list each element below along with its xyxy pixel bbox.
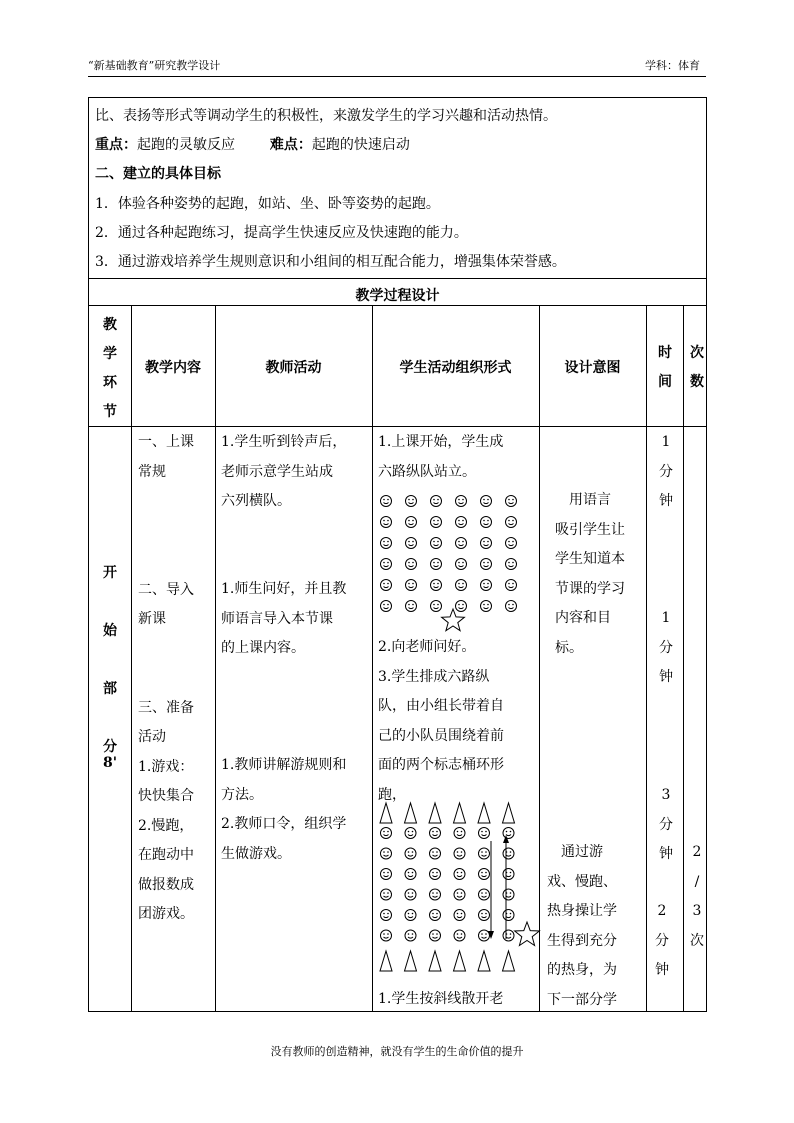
student-smiley-icon <box>405 930 416 941</box>
student-smiley-icon <box>506 538 517 549</box>
marker-cone-icon <box>429 951 441 971</box>
content-line: 团游戏。 <box>138 906 194 922</box>
teacher-line: 师语言导入本节课 <box>221 610 333 627</box>
marker-cone-icon <box>503 951 515 971</box>
student-activity-2 <box>378 633 538 810</box>
marker-cone-icon <box>503 803 515 823</box>
stage-label-char: 始 <box>103 623 117 639</box>
content-line: 三、准备 <box>138 699 194 716</box>
student-smiley-icon <box>503 910 514 921</box>
time-line: 3 <box>661 787 671 803</box>
student-smiley-icon <box>406 538 417 549</box>
marker-cone-icon <box>454 803 466 823</box>
student-smiley-icon <box>381 601 392 612</box>
intent-line: 用语言 <box>555 492 611 508</box>
student-smiley-icon <box>405 848 416 859</box>
rule-3 <box>89 426 706 427</box>
count-line: 次 <box>690 932 704 949</box>
intent-line: 通过游 <box>547 844 603 860</box>
student-smiley-icon <box>406 601 417 612</box>
time-line: 分 <box>655 932 669 949</box>
student-smiley-icon <box>381 828 392 839</box>
student-smiley-icon <box>431 517 442 528</box>
teacher-line: 生做游戏。 <box>221 845 291 862</box>
lesson-table <box>88 97 707 1012</box>
stage-label <box>97 544 123 776</box>
formation-diagram-2 <box>378 801 543 981</box>
teacher-line: 的上课内容。 <box>221 640 305 656</box>
content-line: 新课 <box>138 611 166 627</box>
teacher-activity-3 <box>221 751 371 869</box>
key-text: 起跑的灵敏反应 <box>137 137 235 153</box>
student-smiley-icon <box>381 910 392 921</box>
marker-cone-icon <box>478 951 490 971</box>
process-title: 教学过程设计 <box>355 288 440 304</box>
student-smiley-icon <box>381 559 392 570</box>
content-line: 二、导入 <box>138 581 194 598</box>
student-smiley-icon <box>431 580 442 591</box>
teacher-line: 1.师生问好，并且教 <box>221 581 347 597</box>
stage-header-char: 学 <box>103 346 117 362</box>
difficulty-label: 难点： <box>269 137 312 153</box>
marker-cone-icon <box>478 803 490 823</box>
teacher-line: 2.教师口令，组织学 <box>221 816 347 832</box>
student-smiley-icon <box>503 930 514 941</box>
student-smiley-icon <box>431 496 442 507</box>
col-student-header: 学生活动组织形式 <box>399 360 512 376</box>
col-rule-3 <box>372 305 373 1012</box>
col-teacher-header: 教师活动 <box>265 360 322 376</box>
student-smiley-icon <box>454 828 465 839</box>
goal-2: 2．通过各种起跑练习，提高学生快速反应及快速跑的能力。 <box>95 225 468 241</box>
student-smiley-icon <box>454 910 465 921</box>
student-smiley-icon <box>431 559 442 570</box>
goal-1: 1．体验各种姿势的起跑，如站、坐、卧等姿势的起跑。 <box>95 196 440 212</box>
student-line: 面的两个标志桶环形 <box>378 757 504 773</box>
time-header-char: 间 <box>658 374 672 390</box>
student-smiley-icon <box>506 601 517 612</box>
student-smiley-icon <box>456 580 467 591</box>
student-smiley-icon <box>406 496 417 507</box>
student-smiley-icon <box>479 910 490 921</box>
student-smiley-icon <box>406 517 417 528</box>
student-smiley-icon <box>456 559 467 570</box>
student-smiley-icon <box>456 496 467 507</box>
student-smiley-icon <box>454 889 465 900</box>
student-smiley-icon <box>456 601 467 612</box>
time-line: 2 <box>657 903 667 919</box>
difficulty-text: 起跑的快速启动 <box>311 137 410 153</box>
count-column <box>687 838 707 956</box>
col-time-header <box>651 339 679 397</box>
page-footer: 没有教师的创造精神，就没有学生的生命价值的提升 <box>270 1045 524 1058</box>
student-smiley-icon <box>481 538 492 549</box>
student-smiley-icon <box>503 848 514 859</box>
intent-line: 节课的学习 <box>555 580 625 597</box>
marker-cone-icon <box>380 951 392 971</box>
time-1 <box>649 428 683 517</box>
student-smiley-icon <box>506 580 517 591</box>
content-line: 1.游戏： <box>138 758 194 775</box>
stage-header-char: 环 <box>103 375 117 391</box>
stage-label-char: 部 <box>103 681 117 697</box>
student-smiley-icon <box>381 538 392 549</box>
intent-line: 的热身，为 <box>547 962 617 978</box>
student-smiley-icon <box>481 559 492 570</box>
content-line: 2.慢跑， <box>138 817 194 834</box>
time-3 <box>649 781 683 870</box>
content-line <box>138 664 214 694</box>
student-smiley-icon <box>454 869 465 880</box>
student-smiley-icon <box>381 869 392 880</box>
student-smiley-icon <box>430 889 441 900</box>
time-2 <box>649 604 683 693</box>
content-line: 常规 <box>138 463 166 480</box>
col-count-header <box>686 339 707 397</box>
student-smiley-icon <box>431 601 442 612</box>
student-smiley-icon <box>479 889 490 900</box>
teacher-line: 1.学生听到铃声后， <box>221 434 347 450</box>
time-line: 分 <box>659 463 673 480</box>
content-line: 一、上课 <box>138 434 194 450</box>
student-smiley-icon <box>430 869 441 880</box>
content-column <box>138 428 214 930</box>
marker-cone-icon <box>429 803 441 823</box>
student-smiley-icon <box>456 517 467 528</box>
intent-line: 学生知道本 <box>555 551 625 567</box>
content-line <box>138 487 214 517</box>
goal-3: 3．通过游戏培养学生规则意识和小组间的相互配合能力，增强集体荣誉感。 <box>95 254 566 270</box>
content-line <box>138 546 214 576</box>
stage-label-char: 开 <box>103 565 117 581</box>
student-smiley-icon <box>381 848 392 859</box>
header-rule <box>88 76 706 77</box>
intent-line: 热身操让学 <box>547 903 617 919</box>
student-smiley-icon <box>506 496 517 507</box>
col-content-header: 教学内容 <box>145 360 201 376</box>
stage-header-char: 教 <box>103 317 117 333</box>
time-line: 1 <box>661 610 671 626</box>
objectives-section <box>89 98 706 278</box>
rule-1 <box>89 278 706 279</box>
teacher-line: 1.教师讲解游规则和 <box>221 757 347 773</box>
student-line: 六路纵队站立。 <box>378 463 476 480</box>
student-line: 1.上课开始，学生成 <box>378 434 504 450</box>
count-line: 3 <box>692 903 702 919</box>
time-line: 分 <box>659 816 673 833</box>
content-line: 在跑动中 <box>138 847 194 863</box>
formation-diagram-1 <box>378 493 518 643</box>
student-smiley-icon <box>506 517 517 528</box>
col-rule-2 <box>215 305 216 1012</box>
header-left: “新基础教育”研究教学设计 <box>88 59 221 72</box>
student-smiley-icon <box>481 601 492 612</box>
stage-header-char: 节 <box>103 404 117 420</box>
teacher-line: 方法。 <box>221 786 263 803</box>
count-line: 2 <box>692 844 702 860</box>
student-smiley-icon <box>503 889 514 900</box>
student-smiley-icon <box>506 559 517 570</box>
student-smiley-icon <box>381 930 392 941</box>
header-right: 学科：体育 <box>645 59 700 72</box>
count-header-char: 次 <box>690 345 704 361</box>
teacher-activity-1 <box>221 428 371 517</box>
student-activity-3: 1.学生按斜线散开老 <box>378 991 504 1007</box>
teacher-star-icon <box>442 609 465 631</box>
content-line: 快快集合 <box>138 788 194 804</box>
time-line: 钟 <box>659 493 673 509</box>
key-label: 重点： <box>95 137 137 153</box>
key-difficulty-line <box>95 134 410 154</box>
design-intent-2 <box>547 838 645 1012</box>
design-intent-1 <box>555 486 645 663</box>
student-smiley-icon <box>479 848 490 859</box>
student-smiley-icon <box>406 559 417 570</box>
student-line: 队，由小组长带着自 <box>378 698 504 714</box>
student-activity-1 <box>378 428 538 487</box>
student-smiley-icon <box>381 517 392 528</box>
time-line: 钟 <box>655 962 669 978</box>
time-4 <box>645 897 679 986</box>
rule-2 <box>89 305 706 306</box>
student-smiley-icon <box>479 869 490 880</box>
student-smiley-icon <box>431 538 442 549</box>
student-line: 2.向老师问好。 <box>378 639 476 655</box>
student-line: 3.学生排成六路纵 <box>378 668 490 685</box>
student-smiley-icon <box>454 848 465 859</box>
time-line: 钟 <box>659 669 673 685</box>
intent-line: 标。 <box>555 639 583 656</box>
student-smiley-icon <box>405 828 416 839</box>
col-rule-1 <box>131 305 132 1012</box>
student-smiley-icon <box>406 580 417 591</box>
student-smiley-icon <box>503 869 514 880</box>
time-line: 钟 <box>659 846 673 862</box>
student-smiley-icon <box>481 496 492 507</box>
content-line: 活动 <box>138 729 166 745</box>
student-smiley-icon <box>481 517 492 528</box>
marker-cone-icon <box>380 803 392 823</box>
teacher-star-icon <box>515 922 540 946</box>
col-intent-header: 设计意图 <box>564 360 621 376</box>
count-header-char: 数 <box>690 374 704 390</box>
teacher-line: 老师示意学生站成 <box>221 463 333 480</box>
student-smiley-icon <box>430 930 441 941</box>
student-smiley-icon <box>381 889 392 900</box>
time-header-char: 时 <box>658 345 672 361</box>
content-line: 做报数成 <box>138 876 194 893</box>
teacher-activity-2 <box>221 575 371 664</box>
content-line <box>138 517 214 547</box>
marker-cone-icon <box>454 951 466 971</box>
student-line: 跑， <box>378 786 406 803</box>
student-smiley-icon <box>405 889 416 900</box>
student-smiley-icon <box>381 496 392 507</box>
student-smiley-icon <box>405 910 416 921</box>
student-smiley-icon <box>430 828 441 839</box>
col-stage-header <box>97 311 123 427</box>
intent-line: 生得到充分 <box>547 932 617 949</box>
student-smiley-icon <box>454 930 465 941</box>
intro-line: 比、表扬等形式等调动学生的积极性，来激发学生的学习兴趣和活动热情。 <box>95 108 557 124</box>
intent-line: 下一部分学 <box>547 991 617 1008</box>
time-line: 1 <box>661 434 671 450</box>
section-heading: 二、建立的具体目标 <box>95 166 221 182</box>
marker-cone-icon <box>405 803 417 823</box>
count-line: / <box>694 873 700 890</box>
student-line: 己的小队员围绕着前 <box>378 727 504 744</box>
content-line <box>138 635 214 665</box>
student-smiley-icon <box>430 848 441 859</box>
student-smiley-icon <box>503 828 514 839</box>
intent-line: 戏、慢跑、 <box>547 873 617 890</box>
time-line: 分 <box>659 639 673 656</box>
student-smiley-icon <box>456 538 467 549</box>
intent-line: 吸引学生让 <box>555 521 625 538</box>
student-smiley-icon <box>381 580 392 591</box>
student-smiley-icon <box>430 910 441 921</box>
student-smiley-icon <box>481 580 492 591</box>
stage-time: 8' <box>102 755 118 771</box>
teacher-line: 六列横队。 <box>221 493 291 509</box>
stage-label-char: 分 <box>103 739 117 755</box>
student-smiley-icon <box>479 930 490 941</box>
student-smiley-icon <box>479 828 490 839</box>
col-rule-6 <box>683 305 684 1012</box>
student-smiley-icon <box>405 869 416 880</box>
marker-cone-icon <box>405 951 417 971</box>
intent-line: 内容和目 <box>555 610 611 626</box>
